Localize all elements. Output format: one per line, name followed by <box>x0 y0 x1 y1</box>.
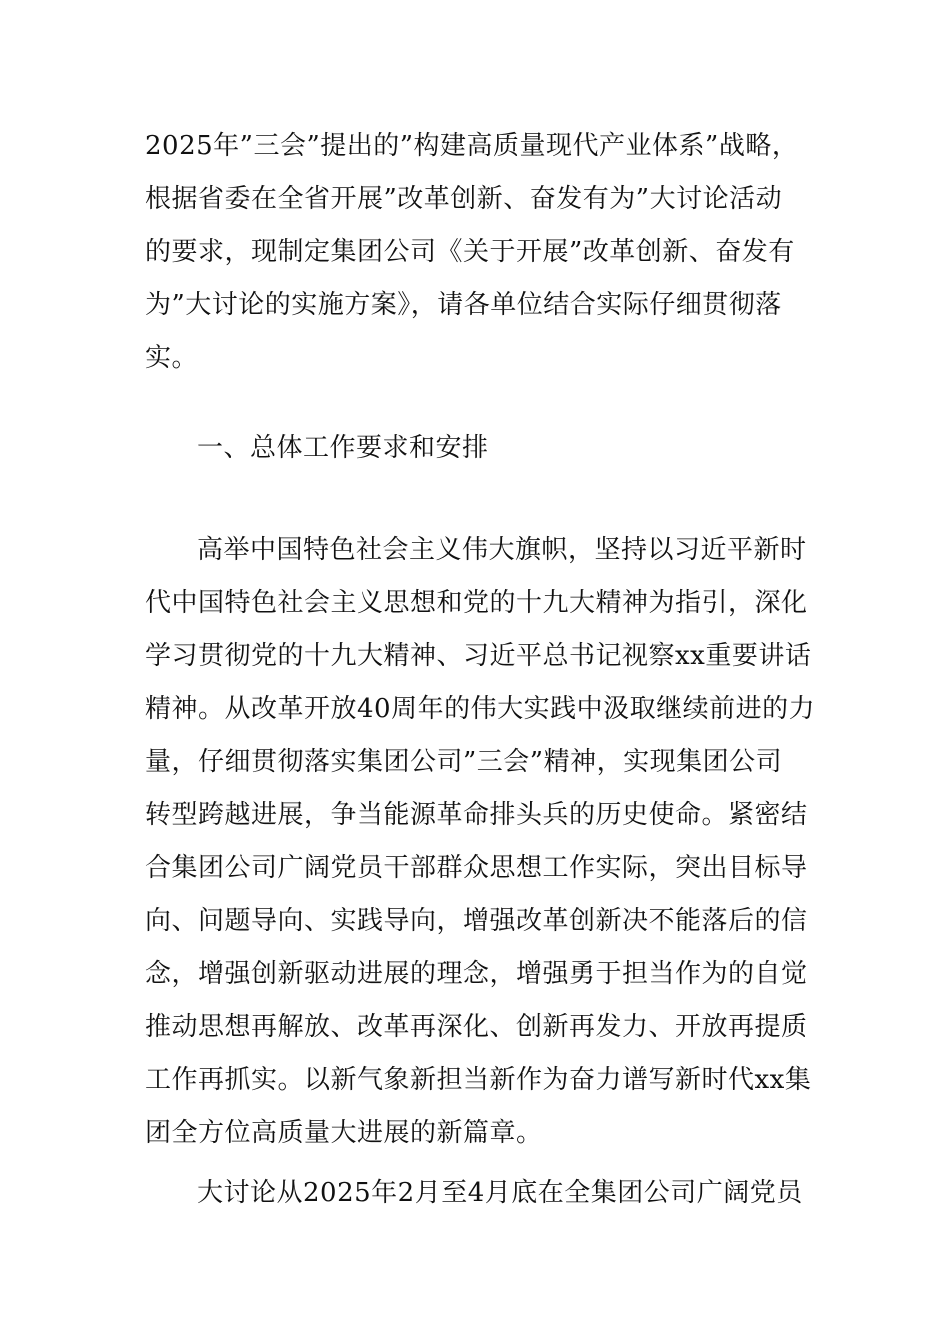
text-line: 推动思想再解放、改革再深化、创新再发力、开放再提质 <box>145 1012 808 1042</box>
text-line: 的要求，现制定集团公司《关于开展”改革创新、奋发有 <box>145 237 795 267</box>
text-line: 为”大讨论的实施方案》，请各单位结合实际仔细贯彻落 <box>145 290 782 320</box>
text-line: 代中国特色社会主义思想和党的十九大精神为指引，深化 <box>145 588 808 618</box>
text-line: 实。 <box>145 343 199 373</box>
text-line: 2025年”三会”提出的”构建高质量现代产业体系”战略， <box>145 131 799 161</box>
body-paragraph <box>145 524 815 1160</box>
heading-text: 一、总体工作要求和安排 <box>197 433 489 463</box>
text-line: 工作再抓实。以新气象新担当新作为奋力谱写新时代xx集 <box>145 1065 812 1095</box>
text-line: 转型跨越进展，争当能源革命排头兵的历史使命。紧密结 <box>145 800 808 830</box>
text-line: 向、问题导向、实践导向，增强改革创新决不能落后的信 <box>145 906 808 936</box>
text-line: 学习贯彻党的十九大精神、习近平总书记视察xx重要讲话 <box>145 641 812 671</box>
text-line: 高举中国特色社会主义伟大旗帜，坚持以习近平新时 <box>197 535 807 565</box>
intro-paragraph <box>145 120 815 385</box>
body-paragraph <box>145 1167 815 1220</box>
text-line: 量，仔细贯彻落实集团公司”三会”精神，实现集团公司 <box>145 747 783 777</box>
text-line: 根据省委在全省开展”改革创新、奋发有为”大讨论活动 <box>145 184 783 214</box>
section-heading <box>145 422 815 475</box>
text-line: 合集团公司广阔党员干部群众思想工作实际，突出目标导 <box>145 853 808 883</box>
text-line: 大讨论从2025年2月至4月底在全集团公司广阔党员 <box>197 1178 803 1208</box>
text-line: 精神。从改革开放40周年的伟大实践中汲取继续前进的力 <box>145 694 816 724</box>
text-line: 念，增强创新驱动进展的理念，增强勇于担当作为的自觉 <box>145 959 808 989</box>
text-line: 团全方位高质量大进展的新篇章。 <box>145 1118 543 1148</box>
